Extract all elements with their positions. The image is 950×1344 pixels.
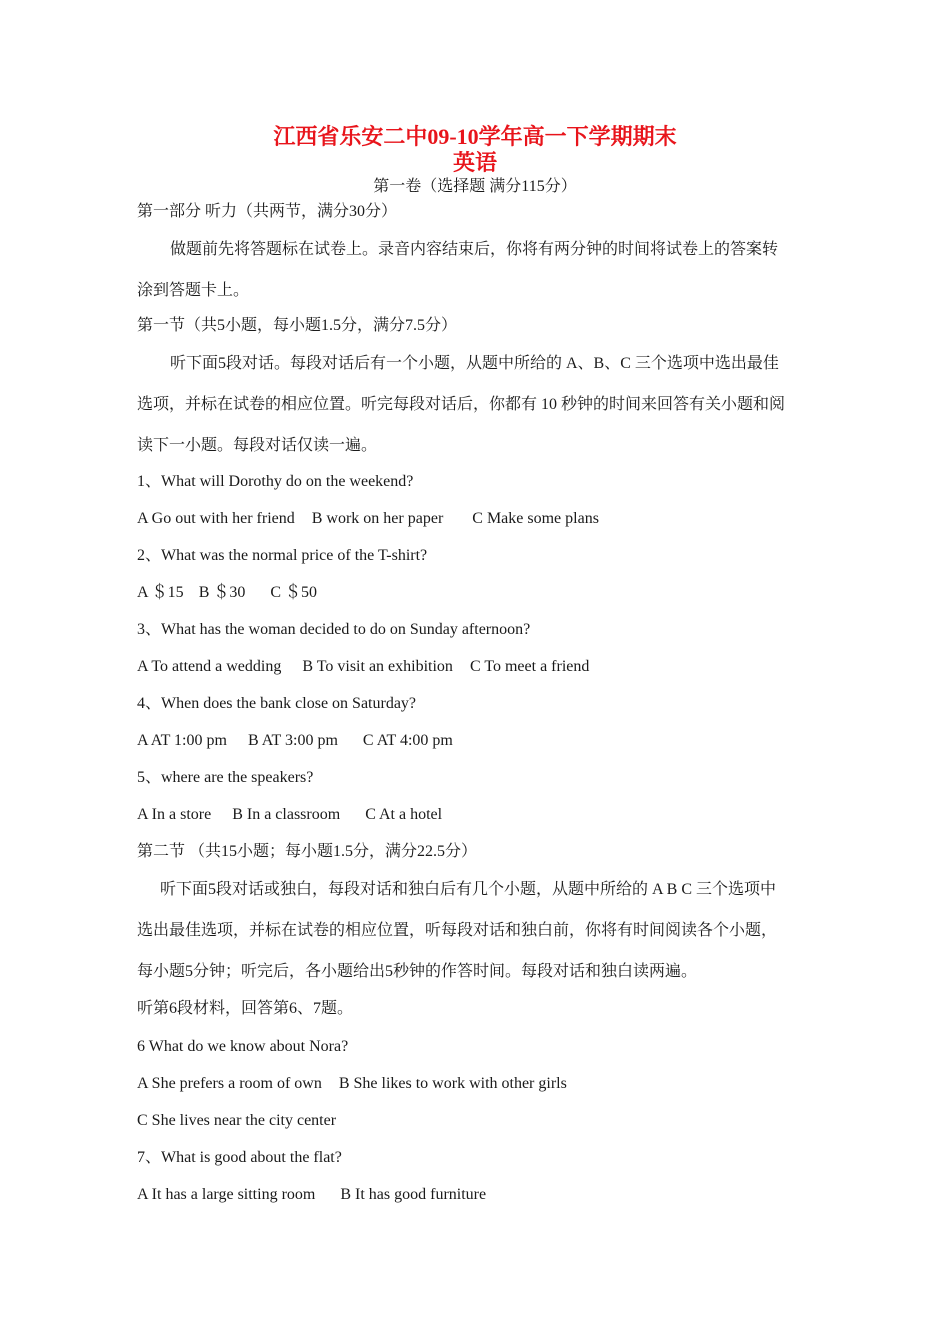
question-3-options (137, 657, 589, 677)
question-1-options (137, 509, 599, 529)
paper-subtitle: 第一卷（选择题 满分115分） (373, 178, 577, 195)
option-a: A She prefers a room of own (137, 1075, 322, 1092)
option-a: A It has a large sitting room (137, 1186, 316, 1203)
option-a: A In a store (137, 806, 212, 823)
question-6: 6 What do we know about Nora? (137, 1038, 349, 1055)
question-5: 5、where are the speakers? (137, 769, 314, 786)
option-c: C Make some plans (472, 510, 599, 527)
document-title: 江西省乐安二中09-10学年高一下学期期末 (273, 124, 677, 149)
option-b: B ＄30 (198, 584, 246, 601)
question-4-options (137, 731, 453, 751)
section1-instruction-line: 听下面5段对话。每段对话后有一个小题，从题中所给的 A、B、C 三个选项中选出最佳 (170, 355, 779, 372)
part1-heading: 第一部分 听力（共两节，满分30分） (137, 203, 398, 220)
section2-instruction-line: 选出最佳选项，并标在试卷的相应位置，听每段对话和独白前，你将有时间阅读各个小题， (137, 922, 778, 939)
section2-heading: 第二节 （共15小题；每小题1.5分，满分22.5分） (137, 843, 478, 860)
option-b: B AT 3:00 pm (247, 732, 338, 749)
option-a: A Go out with her friend (137, 510, 295, 527)
section2-instruction-line: 听下面5段对话或独白，每段对话和独白后有几个小题，从题中所给的 A B C 三个选项中 (160, 881, 777, 898)
question-1: 1、What will Dorothy do on the weekend? (137, 473, 414, 490)
question-7: 7、What is good about the flat? (137, 1149, 342, 1166)
option-c: C ＄50 (270, 584, 318, 601)
question-6-options (137, 1074, 567, 1094)
question-7-options (137, 1185, 486, 1205)
material-6-instruction: 听第6段材料，回答第6、7题。 (137, 1000, 354, 1017)
section2-instruction-line: 每小题5分钟；听完后，各小题给出5秒钟的作答时间。每段对话和独白读两遍。 (137, 963, 698, 980)
option-b: B To visit an exhibition (302, 658, 453, 675)
option-c: C At a hotel (365, 806, 443, 823)
option-a: A To attend a wedding (137, 658, 282, 675)
section1-instruction-line: 选项，并标在试卷的相应位置。听完每段对话后，你都有 10 秒钟的时间来回答有关小题和阅 (137, 396, 786, 413)
option-b: B work on her paper (311, 510, 444, 527)
option-b: B In a classroom (232, 806, 341, 823)
question-3: 3、What has the woman decided to do on Sunday afternoon? (137, 621, 531, 638)
document-subject: 英语 (452, 150, 497, 175)
option-c: C AT 4:00 pm (362, 732, 453, 749)
question-2-options (137, 583, 317, 603)
option-b: B She likes to work with other girls (338, 1075, 567, 1092)
part1-instruction-line: 涂到答题卡上。 (137, 282, 250, 299)
part1-instruction-line: 做题前先将答题标在试卷上。录音内容结束后，你将有两分钟的时间将试卷上的答案转 (170, 241, 779, 258)
option-a: A AT 1:00 pm (137, 732, 227, 749)
question-5-options (137, 805, 442, 825)
question-2: 2、What was the normal price of the T-shirt? (137, 547, 428, 564)
section1-instruction-line: 读下一小题。每段对话仅读一遍。 (137, 437, 378, 454)
section1-heading: 第一节（共5小题，每小题1.5分，满分7.5分） (137, 317, 458, 334)
question-4: 4、When does the bank close on Saturday? (137, 695, 417, 712)
option-a: A ＄15 (137, 584, 184, 601)
option-c: C To meet a friend (469, 658, 590, 675)
option-b: B It has good furniture (340, 1186, 487, 1203)
question-6-option-c: C She lives near the city center (137, 1112, 337, 1129)
